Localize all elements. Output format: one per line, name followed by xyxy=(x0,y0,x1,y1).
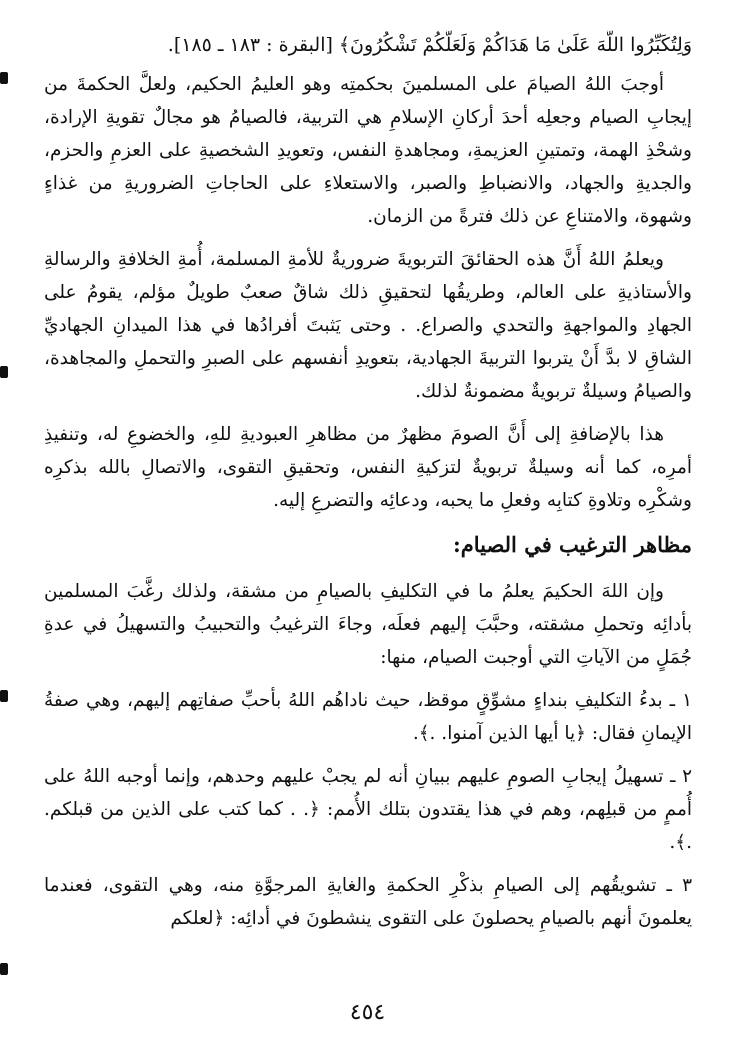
quran-verse-line: وَلِتُكَبِّرُوا اللَّهَ عَلَىٰ مَا هَدَاكُمْ وَلَعَلَّكُمْ تَشْكُرُونَ﴾ [البقرة : ١٨٣ ـ ١٨٥]. xyxy=(167,34,692,56)
edge-mark xyxy=(0,963,8,975)
list-item-2: ٢ ـ تسهيلُ إيجابِ الصومِ عليهم ببيانِ أنه لم يجبْ عليهم وحدهم، وإنما أوجبه اللهُ على أُممٍ من قبلِهم، وهم في هذا يقتدون بتلك الأُمم: ﴿. . كما كتب على الذين من قبلكم. .﴾. xyxy=(44,766,692,853)
paragraph-2: ويعلمُ اللهُ أَنَّ هذه الحقائقَ التربويةَ ضروريةٌ للأمةِ المسلمة، أُمةِ الخلافةِ والرسالةِ والأستاذيةِ على العالم، وطريقُها لتحقيقِ ذلك شاقٌ صعبٌ طويلٌ مؤلم، يقومُ على الجهادِ والمواجهةِ والتحدي والصراع. . وحتى يَثبتَ أفرادُها في هذا الميدانِ الجهاديِّ الشاقِ لا بدَّ أَنْ يتربوا التربيةَ الجهادية، بتعويدِ أنفسهم على الصبرِ والتحملِ والمجاهدة، والصيامُ وسيلةٌ تربويةٌ مضمونةٌ لذلك. xyxy=(44,249,692,402)
paragraph-1: أوجبَ اللهُ الصيامَ على المسلمينَ بحكمتِه وهو العليمُ الحكيم، ولعلَّ الحكمةَ من إيجابِ الصيام وجعلِه أحدَ أركانِ الإسلامِ هي التربية، فالصيامُ هو مجالٌ تقويةِ الإرادة، وشحْذِ الهمة، وتمتينِ العزيمةِ، ومجاهدةِ النفس، وتعويدِ الشخصيةِ على العزمِ والحزم، والجديةِ والجهاد، والانضباطِ والصبر، والاستعلاءِ على الحاجاتِ الضروريةِ من غذاءٍ وشهوة، والامتناعِ عن ذلك فترةً من الزمان. xyxy=(44,74,692,227)
page-body xyxy=(44,30,692,945)
edge-mark xyxy=(0,366,8,378)
edge-mark xyxy=(0,690,8,702)
page-number: ٤٥٤ xyxy=(349,1000,386,1025)
edge-mark xyxy=(0,72,8,84)
list-item-3: ٣ ـ تشويقُهم إلى الصيامِ بذكْرِ الحكمةِ والغايةِ المرجوَّةِ منه، وهي التقوى، فعندما يعلمونَ أنهم بالصيامِ يحصلونَ على التقوى ينشطونَ في أدائِه: ﴿لعلكم xyxy=(44,875,692,929)
paragraph-3: هذا بالإضافةِ إلى أَنَّ الصومَ مظهرٌ من مظاهرِ العبوديةِ للهِ، والخضوعِ له، وتنفيذِ أمرِه، كما أنه وسيلةٌ تربويةٌ لتزكيةِ النفس، وتحقيقِ التقوى، والاتصالِ بالله بذكرِه وشكْرِه وتلاوةِ كتابِه وفعلِ ما يحبه، ودعائِه والتضرعِ إليه. xyxy=(44,424,692,511)
paragraph-4: وإن اللهَ الحكيمَ يعلمُ ما في التكليفِ بالصيامِ من مشقة، ولذلك رغَّبَ المسلمين بأدائِه وتحملِ مشقته، وحبَّبَ إليهم فعلَه، وجاءَ الترغيبُ والتحبيبُ والتسهيلُ في عدةِ جُمَلٍ من الآياتِ التي أوجبت الصيام، منها: xyxy=(44,581,692,668)
section-heading: مظاهر الترغيب في الصيام: xyxy=(452,532,692,557)
list-item-1: ١ ـ بدءُ التكليفِ بنداءٍ مشوِّقٍ موقظ، حيث ناداهُم اللهُ بأحبِّ صفاتِهم إليهم، وهي صفةُ الإيمانِ فقال: ﴿يا أيها الذين آمنوا. .﴾. xyxy=(44,690,692,744)
